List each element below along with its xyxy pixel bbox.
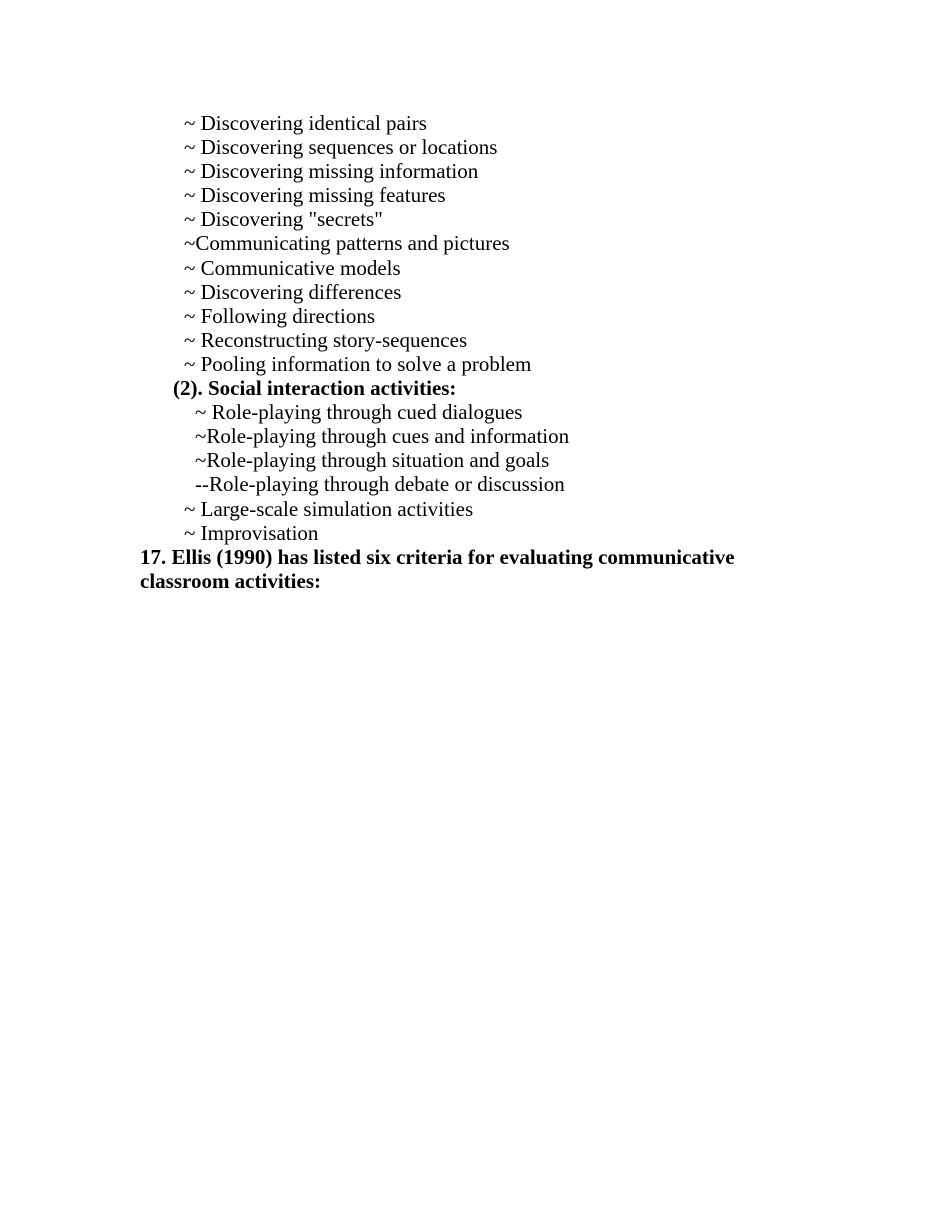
list-item: ~ Communicative models [184,255,401,280]
list-item: ~ Discovering sequences or locations [184,135,498,160]
document-content [140,111,820,593]
list-item: ~ Pooling information to solve a problem [184,351,532,376]
list-item: ~Communicating patterns and pictures [184,231,510,256]
list-item: --Role-playing through debate or discussion [195,472,565,497]
list-item: ~ Discovering missing features [184,183,446,208]
list-item: ~ Role-playing through cued dialogues [195,400,523,425]
list-item: ~ Following directions [184,303,376,328]
list-item: ~Role-playing through cues and information [195,424,570,449]
list-item: ~ Discovering "secrets" [184,207,383,232]
list-item: ~ Discovering differences [184,279,402,304]
list-item: ~ Large-scale simulation activities [184,496,474,521]
list-item: ~ Reconstructing story-sequences [184,327,468,352]
section-heading-ellis-criteria: 17. Ellis (1990) has listed six criteria for evaluating communicative classroom activities: [140,544,735,593]
list-item: ~Role-playing through situation and goals [195,448,550,473]
section-heading-social-interaction: (2). Social interaction activities: [173,376,457,401]
list-item: ~ Discovering identical pairs [184,111,427,135]
list-item: ~ Discovering missing information [184,159,479,184]
list-item: ~ Improvisation [184,520,319,545]
